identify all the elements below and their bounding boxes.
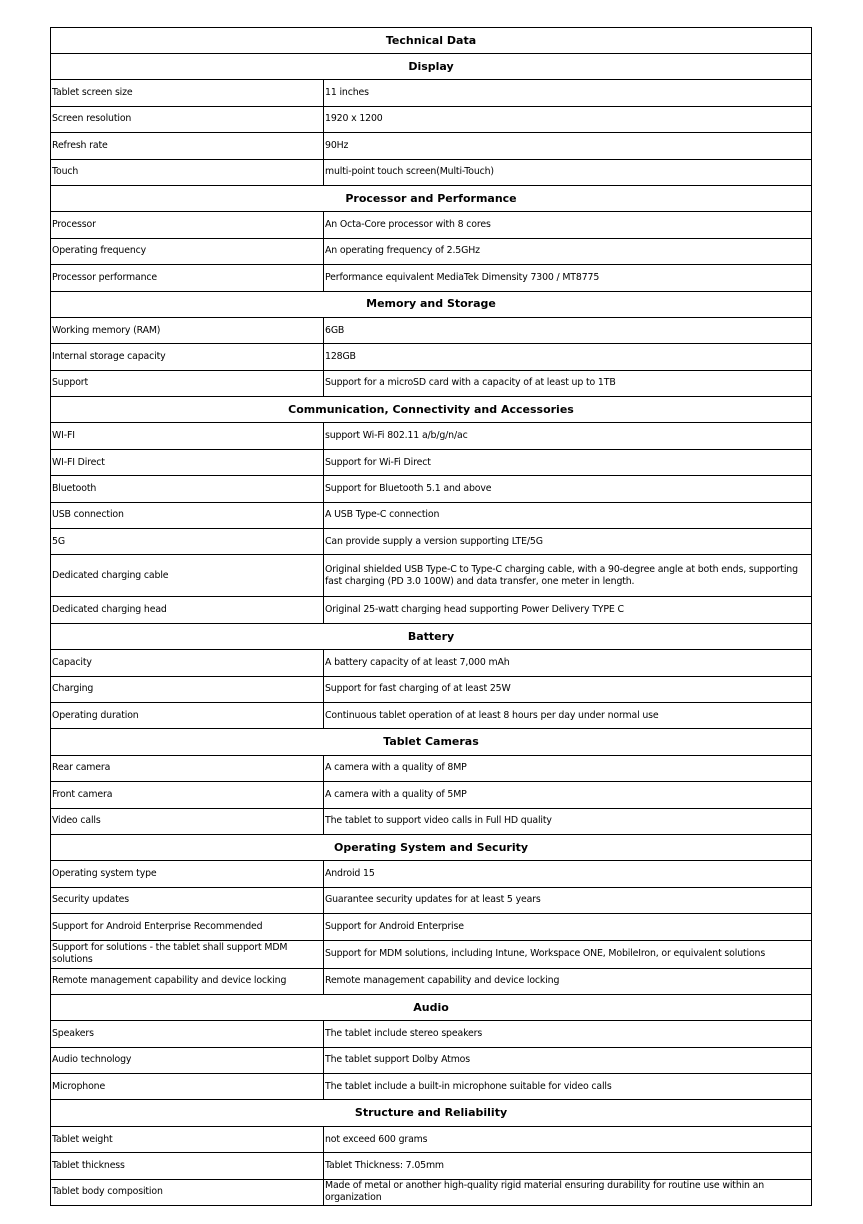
- spec-row: [51, 502, 812, 528]
- spec-label: Charging: [51, 676, 324, 702]
- spec-row: [51, 133, 812, 159]
- spec-row: [51, 1047, 812, 1073]
- spec-value: A USB Type-C connection: [324, 502, 812, 528]
- spec-value: 6GB: [324, 317, 812, 343]
- spec-row: [51, 1153, 812, 1179]
- spec-label: Working memory (RAM): [51, 317, 324, 343]
- spec-label: Security updates: [51, 887, 324, 913]
- spec-value: Remote management capability and device locking: [324, 968, 812, 994]
- spec-row: [51, 808, 812, 834]
- spec-value: Support for Wi-Fi Direct: [324, 449, 812, 475]
- spec-label: Touch: [51, 159, 324, 185]
- spec-row: [51, 212, 812, 238]
- spec-label: Support for Android Enterprise Recommended: [51, 914, 324, 940]
- spec-row: [51, 317, 812, 343]
- spec-value: Original shielded USB Type-C to Type-C charging cable, with a 90-degree angle at both ends, supporting fast charging (PD 3.0 100W) and data transfer, one meter in length.: [324, 555, 812, 597]
- spec-label: Front camera: [51, 782, 324, 808]
- technical-data-table: [50, 27, 812, 1206]
- spec-row: [51, 476, 812, 502]
- spec-value: Tablet Thickness: 7.05mm: [324, 1153, 812, 1179]
- spec-value: The tablet to support video calls in Full HD quality: [324, 808, 812, 834]
- spec-value: 11 inches: [324, 80, 812, 106]
- spec-label: Tablet weight: [51, 1126, 324, 1152]
- spec-label: Rear camera: [51, 755, 324, 781]
- table-title-text: Technical Data: [51, 28, 812, 54]
- spec-row: [51, 80, 812, 106]
- spec-label: Operating system type: [51, 861, 324, 887]
- spec-value: An operating frequency of 2.5GHz: [324, 238, 812, 264]
- spec-label: Screen resolution: [51, 106, 324, 132]
- spec-label: WI-FI: [51, 423, 324, 449]
- spec-label: Dedicated charging head: [51, 597, 324, 623]
- spec-label: Microphone: [51, 1074, 324, 1100]
- section-heading: [51, 54, 812, 80]
- spec-row: [51, 1074, 812, 1100]
- spec-value: The tablet include a built-in microphone suitable for video calls: [324, 1074, 812, 1100]
- spec-value: A battery capacity of at least 7,000 mAh: [324, 650, 812, 676]
- spec-label: Operating duration: [51, 702, 324, 728]
- spec-label: 5G: [51, 529, 324, 555]
- spec-value: Can provide supply a version supporting LTE/5G: [324, 529, 812, 555]
- section-heading: [51, 1100, 812, 1126]
- spec-value: not exceed 600 grams: [324, 1126, 812, 1152]
- spec-value: Guarantee security updates for at least 5 years: [324, 887, 812, 913]
- spec-row: [51, 1021, 812, 1047]
- spec-value: Continuous tablet operation of at least 8 hours per day under normal use: [324, 702, 812, 728]
- spec-label: USB connection: [51, 502, 324, 528]
- section-heading-text: Structure and Reliability: [51, 1100, 812, 1126]
- section-heading-text: Processor and Performance: [51, 185, 812, 211]
- spec-value: 90Hz: [324, 133, 812, 159]
- spec-row: [51, 782, 812, 808]
- section-heading-text: Display: [51, 54, 812, 80]
- section-heading-text: Audio: [51, 994, 812, 1020]
- spec-label: Tablet body composition: [51, 1179, 324, 1205]
- spec-row: [51, 597, 812, 623]
- section-heading: [51, 729, 812, 755]
- spec-label: Speakers: [51, 1021, 324, 1047]
- spec-value: Original 25-watt charging head supporting Power Delivery TYPE C: [324, 597, 812, 623]
- spec-row: [51, 676, 812, 702]
- spec-value: Support for MDM solutions, including Intune, Workspace ONE, MobileIron, or equivalent solutions: [324, 940, 812, 968]
- spec-value: The tablet include stereo speakers: [324, 1021, 812, 1047]
- section-heading-text: Operating System and Security: [51, 834, 812, 860]
- table-title: [51, 28, 812, 54]
- spec-row: [51, 106, 812, 132]
- spec-label: Tablet screen size: [51, 80, 324, 106]
- section-heading-text: Tablet Cameras: [51, 729, 812, 755]
- spec-label: Refresh rate: [51, 133, 324, 159]
- spec-row: [51, 449, 812, 475]
- spec-label: Remote management capability and device locking: [51, 968, 324, 994]
- spec-row: [51, 702, 812, 728]
- table-body: [51, 28, 812, 1206]
- section-heading-text: Communication, Connectivity and Accessories: [51, 397, 812, 423]
- spec-value: The tablet support Dolby Atmos: [324, 1047, 812, 1073]
- spec-label: Dedicated charging cable: [51, 555, 324, 597]
- spec-row: [51, 1126, 812, 1152]
- spec-label: Capacity: [51, 650, 324, 676]
- spec-row: [51, 265, 812, 291]
- section-heading: [51, 291, 812, 317]
- section-heading-text: Memory and Storage: [51, 291, 812, 317]
- section-heading: [51, 185, 812, 211]
- spec-row: [51, 650, 812, 676]
- spec-value: Android 15: [324, 861, 812, 887]
- spec-row: [51, 968, 812, 994]
- spec-label: Support: [51, 370, 324, 396]
- spec-label: WI-FI Direct: [51, 449, 324, 475]
- spec-value: Performance equivalent MediaTek Dimensity 7300 / MT8775: [324, 265, 812, 291]
- section-heading: [51, 834, 812, 860]
- spec-row: [51, 370, 812, 396]
- spec-row: [51, 755, 812, 781]
- spec-row: [51, 887, 812, 913]
- spec-value: 1920 x 1200: [324, 106, 812, 132]
- section-heading: [51, 397, 812, 423]
- spec-row: [51, 423, 812, 449]
- spec-row: [51, 555, 812, 597]
- spec-value: Support for a microSD card with a capacity of at least up to 1TB: [324, 370, 812, 396]
- section-heading: [51, 623, 812, 649]
- spec-value: Support for Android Enterprise: [324, 914, 812, 940]
- spec-value: A camera with a quality of 8MP: [324, 755, 812, 781]
- section-heading-text: Battery: [51, 623, 812, 649]
- spec-row: [51, 238, 812, 264]
- spec-label: Processor performance: [51, 265, 324, 291]
- spec-label: Processor: [51, 212, 324, 238]
- spec-value: 128GB: [324, 344, 812, 370]
- spec-value: A camera with a quality of 5MP: [324, 782, 812, 808]
- spec-row: [51, 914, 812, 940]
- section-heading: [51, 994, 812, 1020]
- spec-row: [51, 940, 812, 968]
- spec-row: [51, 861, 812, 887]
- spec-label: Audio technology: [51, 1047, 324, 1073]
- spec-label: Internal storage capacity: [51, 344, 324, 370]
- spec-label: Bluetooth: [51, 476, 324, 502]
- spec-label: Tablet thickness: [51, 1153, 324, 1179]
- spec-row: [51, 529, 812, 555]
- spec-label: Video calls: [51, 808, 324, 834]
- spec-value: multi-point touch screen(Multi-Touch): [324, 159, 812, 185]
- spec-label: Operating frequency: [51, 238, 324, 264]
- spec-value: Made of metal or another high-quality rigid material ensuring durability for routine use within an organization: [324, 1179, 812, 1205]
- spec-label: Support for solutions - the tablet shall support MDM solutions: [51, 940, 324, 968]
- spec-value: support Wi-Fi 802.11 a/b/g/n/ac: [324, 423, 812, 449]
- spec-row: [51, 344, 812, 370]
- spec-value: Support for Bluetooth 5.1 and above: [324, 476, 812, 502]
- spec-row: [51, 1179, 812, 1205]
- spec-value: Support for fast charging of at least 25W: [324, 676, 812, 702]
- spec-value: An Octa-Core processor with 8 cores: [324, 212, 812, 238]
- spec-row: [51, 159, 812, 185]
